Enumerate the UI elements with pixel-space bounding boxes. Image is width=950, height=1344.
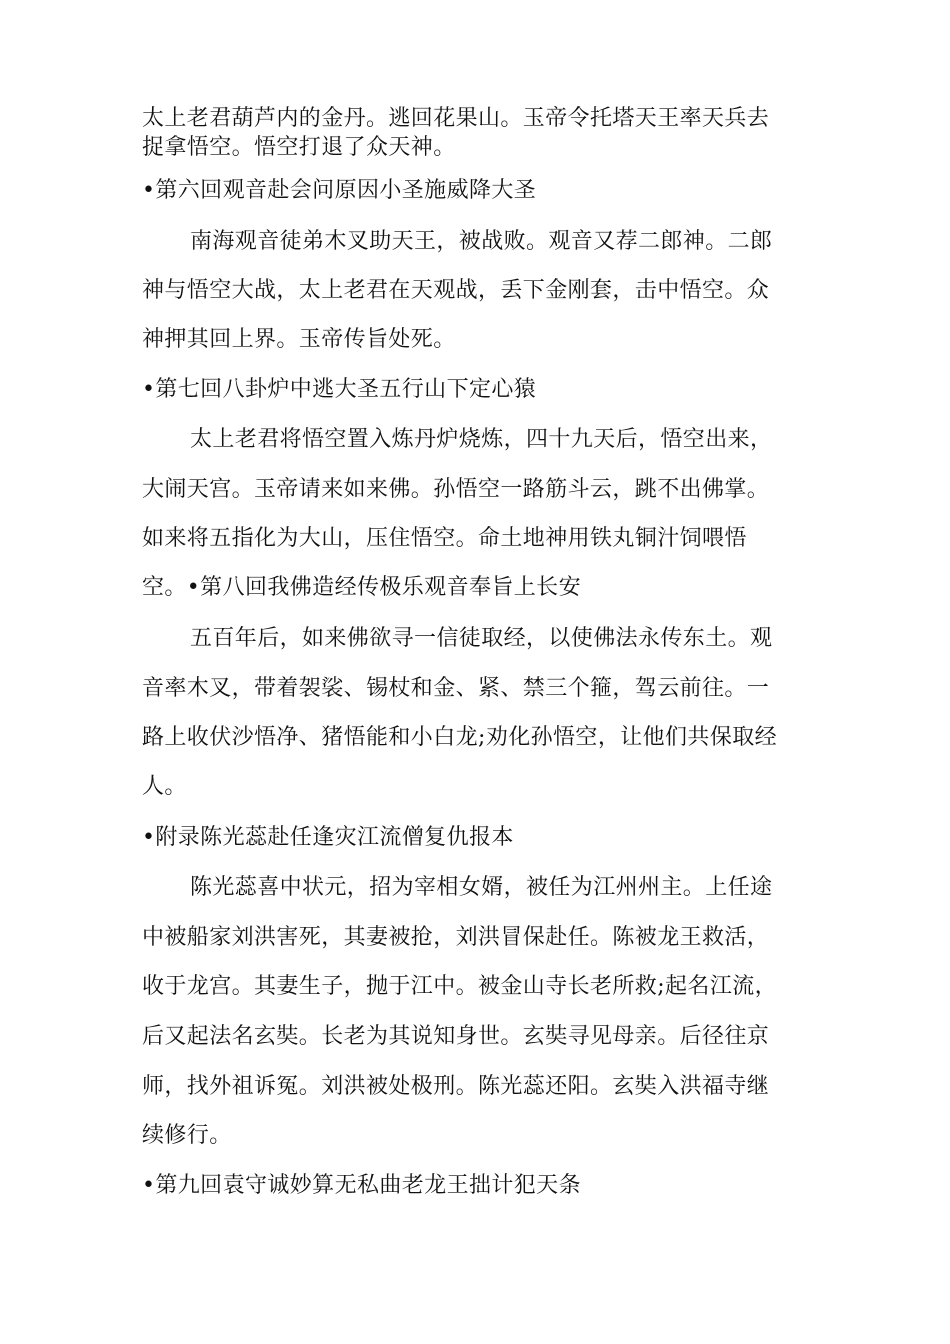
text-line: 续修行。 — [142, 1123, 232, 1148]
paragraph-first-line: 南海观音徒弟木叉助天王，被战败。观音又荐二郎神。二郎 — [190, 229, 773, 254]
text-line: 音率木叉，带着袈裟、锡杖和金、紧、禁三个箍，驾云前往。一 — [142, 676, 770, 701]
text-line: 大闹天宫。玉帝请来如来佛。孙悟空一路筋斗云，跳不出佛掌。 — [142, 477, 770, 502]
chapter-heading: •第六回观音赴会问原因小圣施威降大圣 — [142, 178, 537, 203]
chapter-heading: •第七回八卦炉中逃大圣五行山下定心猿 — [142, 377, 537, 402]
text-line: 如来将五指化为大山，压住悟空。命土地神用铁丸铜汁饲喂悟 — [142, 526, 747, 551]
text-line: 捉拿悟空。悟空打退了众天神。 — [142, 135, 456, 160]
text-line: 神押其回上界。玉帝传旨处死。 — [142, 327, 456, 352]
text-line: 收于龙宫。其妻生子，抛于江中。被金山寺长老所救;起名江流， — [142, 974, 778, 999]
text-line: 太上老君葫芦内的金丹。逃回花果山。玉帝令托塔天王率天兵去 — [142, 106, 770, 131]
paragraph-first-line: 五百年后，如来佛欲寻一信徒取经，以使佛法永传东土。观 — [190, 626, 773, 651]
text-line-with-heading: 空。•第八回我佛造经传极乐观音奉旨上长安 — [142, 575, 581, 600]
chapter-heading: •附录陈光蕊赴任逢灾江流僧复仇报本 — [142, 825, 514, 850]
chapter-heading: •第九回袁守诚妙算无私曲老龙王拙计犯天条 — [142, 1173, 581, 1198]
text-line: 中被船家刘洪害死，其妻被抢，刘洪冒保赴任。陈被龙王救活， — [142, 925, 770, 950]
text-line: 师，找外祖诉冤。刘洪被处极刑。陈光蕊还阳。玄奘入洪福寺继 — [142, 1074, 770, 1099]
paragraph-first-line: 陈光蕊喜中状元，招为宰相女婿，被任为江州州主。上任途 — [190, 875, 773, 900]
text-line: 人。 — [142, 774, 187, 799]
text-line: 后又起法名玄奘。长老为其说知身世。玄奘寻见母亲。后径往京 — [142, 1024, 770, 1049]
text-line: 神与悟空大战，太上老君在天观战，丢下金刚套，击中悟空。众 — [142, 278, 770, 303]
text-line: 路上收伏沙悟净、猪悟能和小白龙;劝化孙悟空，让他们共保取经 — [142, 725, 778, 750]
paragraph-first-line: 太上老君将悟空置入炼丹炉烧炼，四十九天后，悟空出来， — [190, 427, 773, 452]
